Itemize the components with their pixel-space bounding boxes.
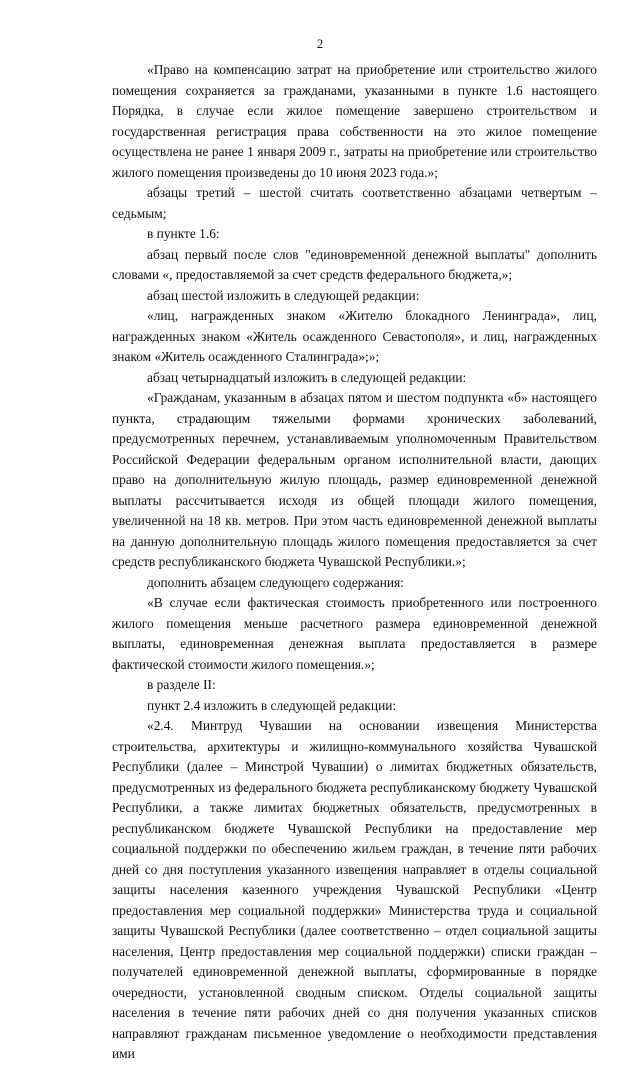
paragraph: в пункте 1.6:	[147, 226, 220, 241]
paragraph: «2.4. Минтруд Чувашии на основании извещения Министерства строительства, архитектуры и жилищно-коммунального хозяйства Чувашской Республики (далее – Минстрой Чувашии) о лимитах бюджетных обязательств, предусмотренных из федерального бюджета республиканскому бюджету Чувашской Республики, а также лимитах бюджетных обязательств, предусмотренных в республиканском бюджете Чувашской Республики на предоставление мер социальной поддержки по обеспечению жильем граждан, в течение пяти рабочих дней со дня поступления указанного извещения направляет в отделы социальной защиты населения казенного учреждения Чувашской Республики «Центр предоставления мер социальной поддержки» Министерства труда и социальной защиты Чувашской Республики (далее соответственно – отдел социальной защиты населения, Центр предоставления мер социальной поддержки) списки граждан – получателей единовременной денежной выплаты, сформированные в порядке очередности, установленной сводным списком. Отделы социальной защиты населения в течение пяти рабочих дней со дня получения указанных списков направляют гражданам письменное уведомление о необходимости представления ими	[112, 718, 597, 1061]
paragraph: абзацы третий – шестой считать соответственно абзацами четвертым – седьмым;	[112, 185, 597, 221]
document-body	[112, 60, 597, 1065]
paragraph: абзац шестой изложить в следующей редакции:	[147, 287, 420, 303]
page-number: 2	[316, 36, 324, 51]
paragraph: абзац первый после слов "единовременной денежной выплаты" дополнить словами «, предоставляемой за счет средств федерального бюджета,»;	[112, 246, 597, 282]
paragraph: «Гражданам, указанным в абзацах пятом и шестом подпункта «б» настоящего пункта, страдающим тяжелыми формами хронических заболеваний, предусмотренных перечнем, устанавливаемым уполномоченным Правительством Российской Федерации федеральным органом исполнительной власти, дающих право на дополнительную жилую площадь, размер единовременной денежной выплаты рассчитывается исходя из общей площади жилого помещения, увеличенной на 18 кв. метров. При этом часть единовременной денежной выплаты на данную дополнительную площадь жилого помещения предоставляется за счет средств республиканского бюджета Чувашской Республики.»;	[112, 390, 597, 569]
paragraph: пункт 2.4 изложить в следующей редакции:	[147, 697, 397, 713]
paragraph: дополнить абзацем следующего содержания:	[147, 574, 404, 590]
paragraph: «лиц, награжденных знаком «Жителю блокадного Ленинграда», лиц, награжденных знаком «Житель осажденного Севастополя», и лиц, награжденных знаком «Житель осажденного Сталинграда»;»;	[112, 308, 597, 364]
paragraph: «Право на компенсацию затрат на приобретение или строительство жилого помещения сохраняется за гражданами, указанными в пункте 1.6 настоящего Порядка, в случае если жилое помещение завершено строительством и государственная регистрация права собственности на это жилое помещение осуществлена не ранее 1 января 2009 г., затраты на приобретение или строительство жилого помещения произведены до 10 июня 2023 года.»;	[112, 62, 597, 180]
paragraph: «В случае если фактическая стоимость приобретенного или построенного жилого помещения меньше расчетного размера единовременной денежной выплаты, единовременная денежная выплата предоставляется в размере фактической стоимости жилого помещения.»;	[112, 595, 597, 672]
paragraph: абзац четырнадцатый изложить в следующей редакции:	[147, 369, 467, 385]
paragraph: в разделе II:	[147, 677, 216, 692]
